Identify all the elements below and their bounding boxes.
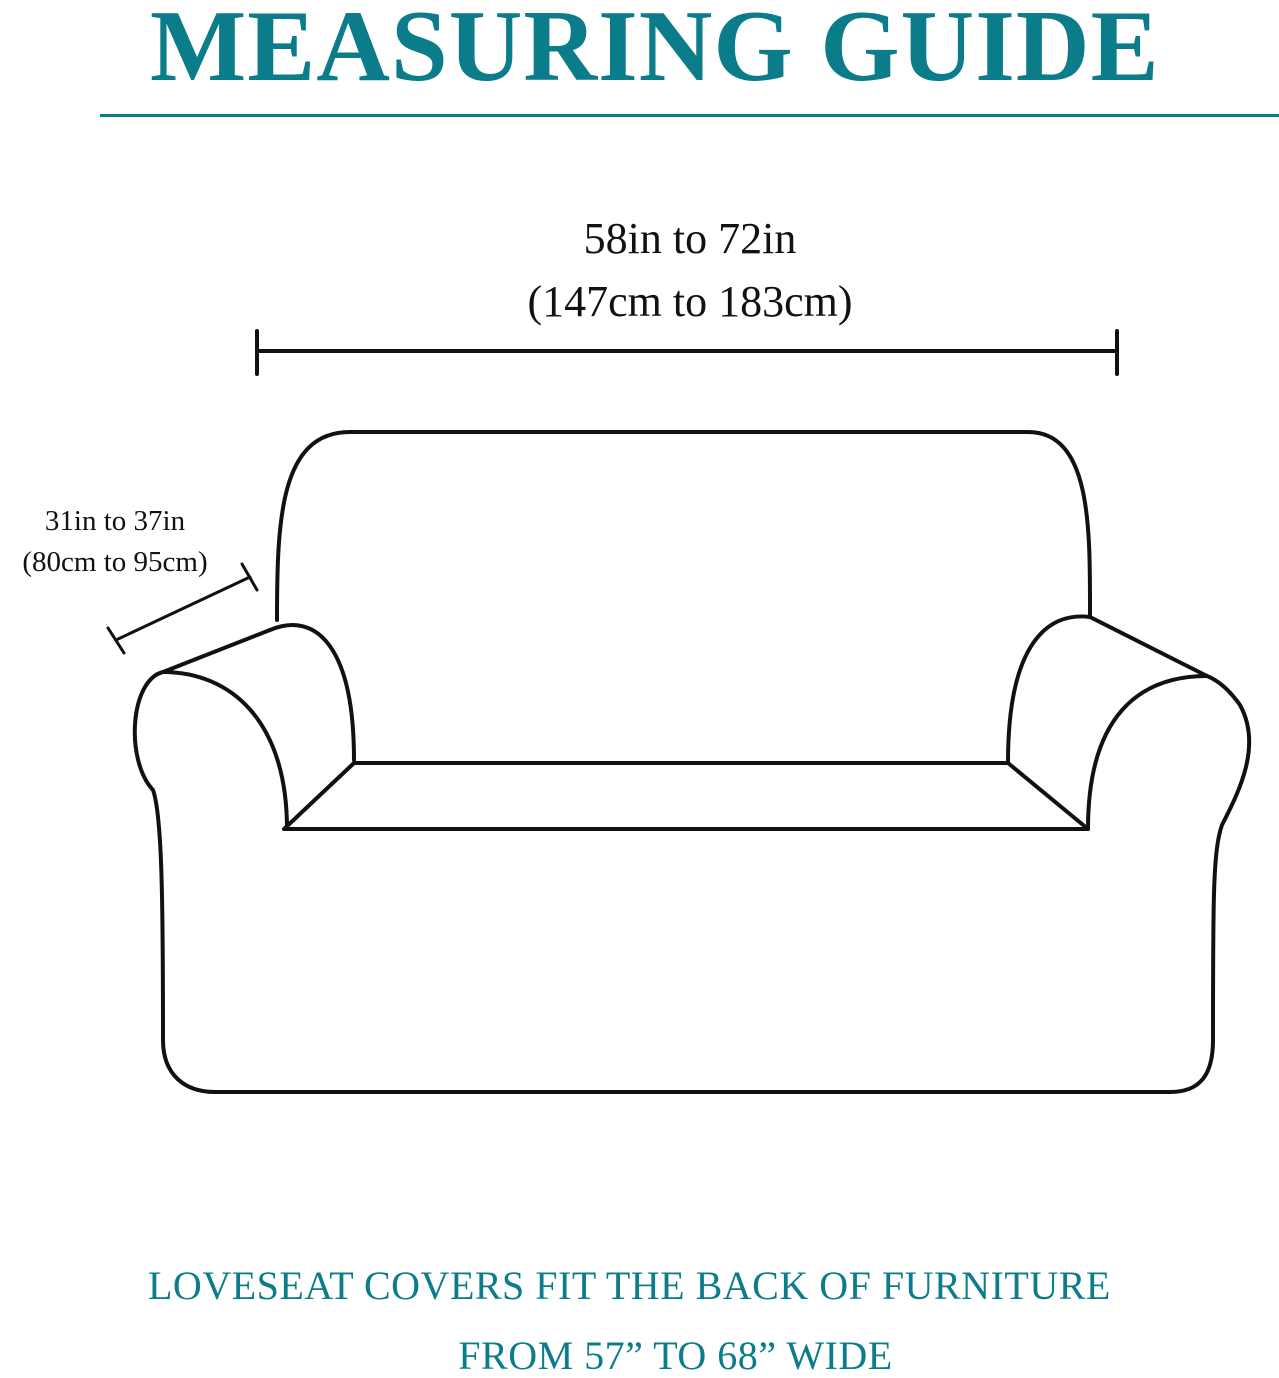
depth-imperial-label: 31in to 37in <box>44 505 186 537</box>
page-title: MEASURING GUIDE <box>150 0 1160 103</box>
sofa-back-outline <box>277 432 1090 620</box>
left-arm-outline <box>163 625 354 760</box>
depth-dimension-line <box>108 564 257 653</box>
footer-fit-text: LOVESEAT COVERS FIT THE BACK OF FURNITURE <box>148 1263 1111 1308</box>
right-arm-scroll <box>1088 676 1207 829</box>
width-imperial-label: 58in to 72in <box>583 214 797 263</box>
width-metric-label: (147cm to 183cm) <box>527 277 853 326</box>
footer-width-text: FROM 57” TO 68” WIDE <box>458 1333 893 1378</box>
depth-metric-label: (80cm to 95cm) <box>22 546 208 578</box>
seat-cushion-outline <box>284 763 1088 829</box>
width-dimension-line <box>257 331 1117 374</box>
right-arm-outline <box>1008 616 1207 762</box>
left-arm-scroll <box>163 672 287 829</box>
sofa-body-outline <box>135 672 1249 1092</box>
